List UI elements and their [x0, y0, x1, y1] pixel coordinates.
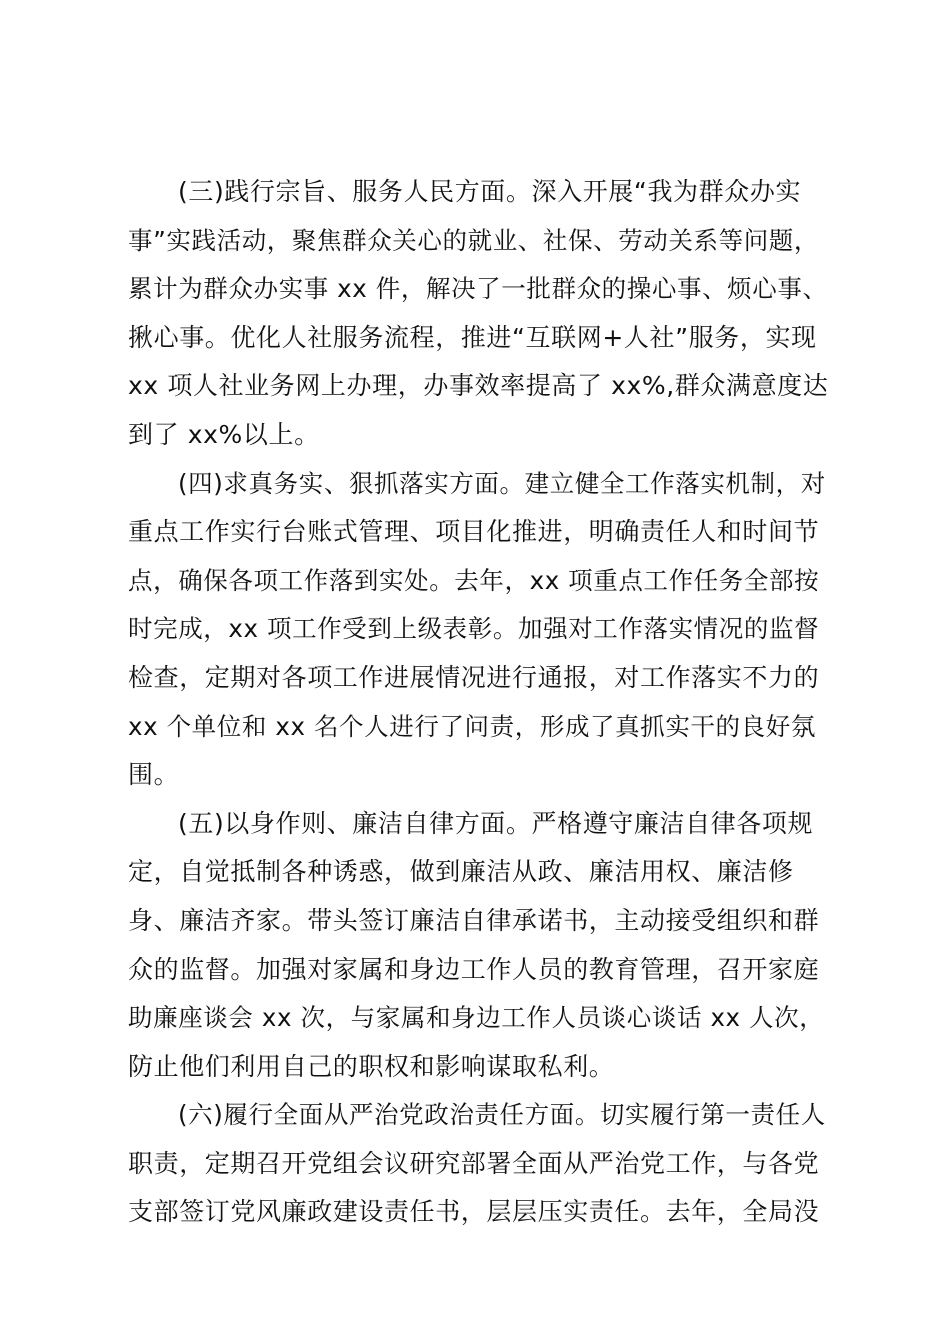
text-line: (五)以身作则、廉洁自律方面。严格遵守廉洁自律各项规	[178, 808, 814, 838]
text-line: (六)履行全面从严治党政治责任方面。切实履行第一责任人	[178, 1100, 826, 1130]
paragraph-4-implementation	[128, 460, 828, 800]
text-line: 身、廉洁齐家。带头签订廉洁自律承诺书，主动接受组织和群	[128, 905, 820, 935]
text-line: xx 项人社业务网上办理，办事效率提高了 xx%,群众满意度达	[128, 371, 829, 401]
text-line: 众的监督。加强对家属和身边工作人员的教育管理，召开家庭	[128, 954, 820, 984]
text-line: 职责，定期召开党组会议研究部署全面从严治党工作，与各党	[128, 1148, 820, 1178]
text-line: (三)践行宗旨、服务人民方面。深入开展“我为群众办实	[178, 177, 802, 206]
document-body	[128, 168, 828, 1237]
text-line: xx 个单位和 xx 名个人进行了问责，形成了真抓实干的良好氛	[128, 711, 816, 741]
text-line: 点，确保各项工作落到实处。去年，xx 项重点工作任务全部按	[128, 565, 820, 595]
text-line: 检查，定期对各项工作进展情况进行通报，对工作落实不力的	[128, 662, 820, 692]
text-line: 事”实践活动，聚焦群众关心的就业、社保、劳动关系等问题，	[128, 225, 819, 255]
text-line: 支部签订党风廉政建设责任书，层层压实责任。去年，全局没	[128, 1197, 820, 1227]
text-line: 围。	[128, 760, 180, 790]
paragraph-6-party-governance	[128, 1091, 828, 1237]
text-line: 时完成，xx 项工作受到上级表彰。加强对工作落实情况的监督	[128, 614, 820, 644]
text-line: 助廉座谈会 xx 次，与家属和身边工作人员谈心谈话 xx 人次，	[128, 1003, 825, 1033]
text-line: 防止他们利用自己的职权和影响谋取私利。	[128, 1051, 615, 1081]
text-line: 累计为群众办实事 xx 件，解决了一批群众的操心事、烦心事、	[128, 274, 828, 304]
text-line: 定，自觉抵制各种诱惑，做到廉洁从政、廉洁用权、廉洁修	[128, 857, 794, 887]
text-line: (四)求真务实、狠抓落实方面。建立健全工作落实机制，对	[178, 468, 826, 498]
paragraph-3-practice-purpose	[128, 168, 828, 460]
text-line: 重点工作实行台账式管理、项目化推进，明确责任人和时间节	[128, 517, 820, 547]
text-line: 到了 xx%以上。	[128, 419, 320, 449]
text-line: 揪心事。优化人社服务流程，推进“互联网+人社”服务，实现	[128, 322, 817, 352]
paragraph-5-integrity	[128, 800, 828, 1092]
